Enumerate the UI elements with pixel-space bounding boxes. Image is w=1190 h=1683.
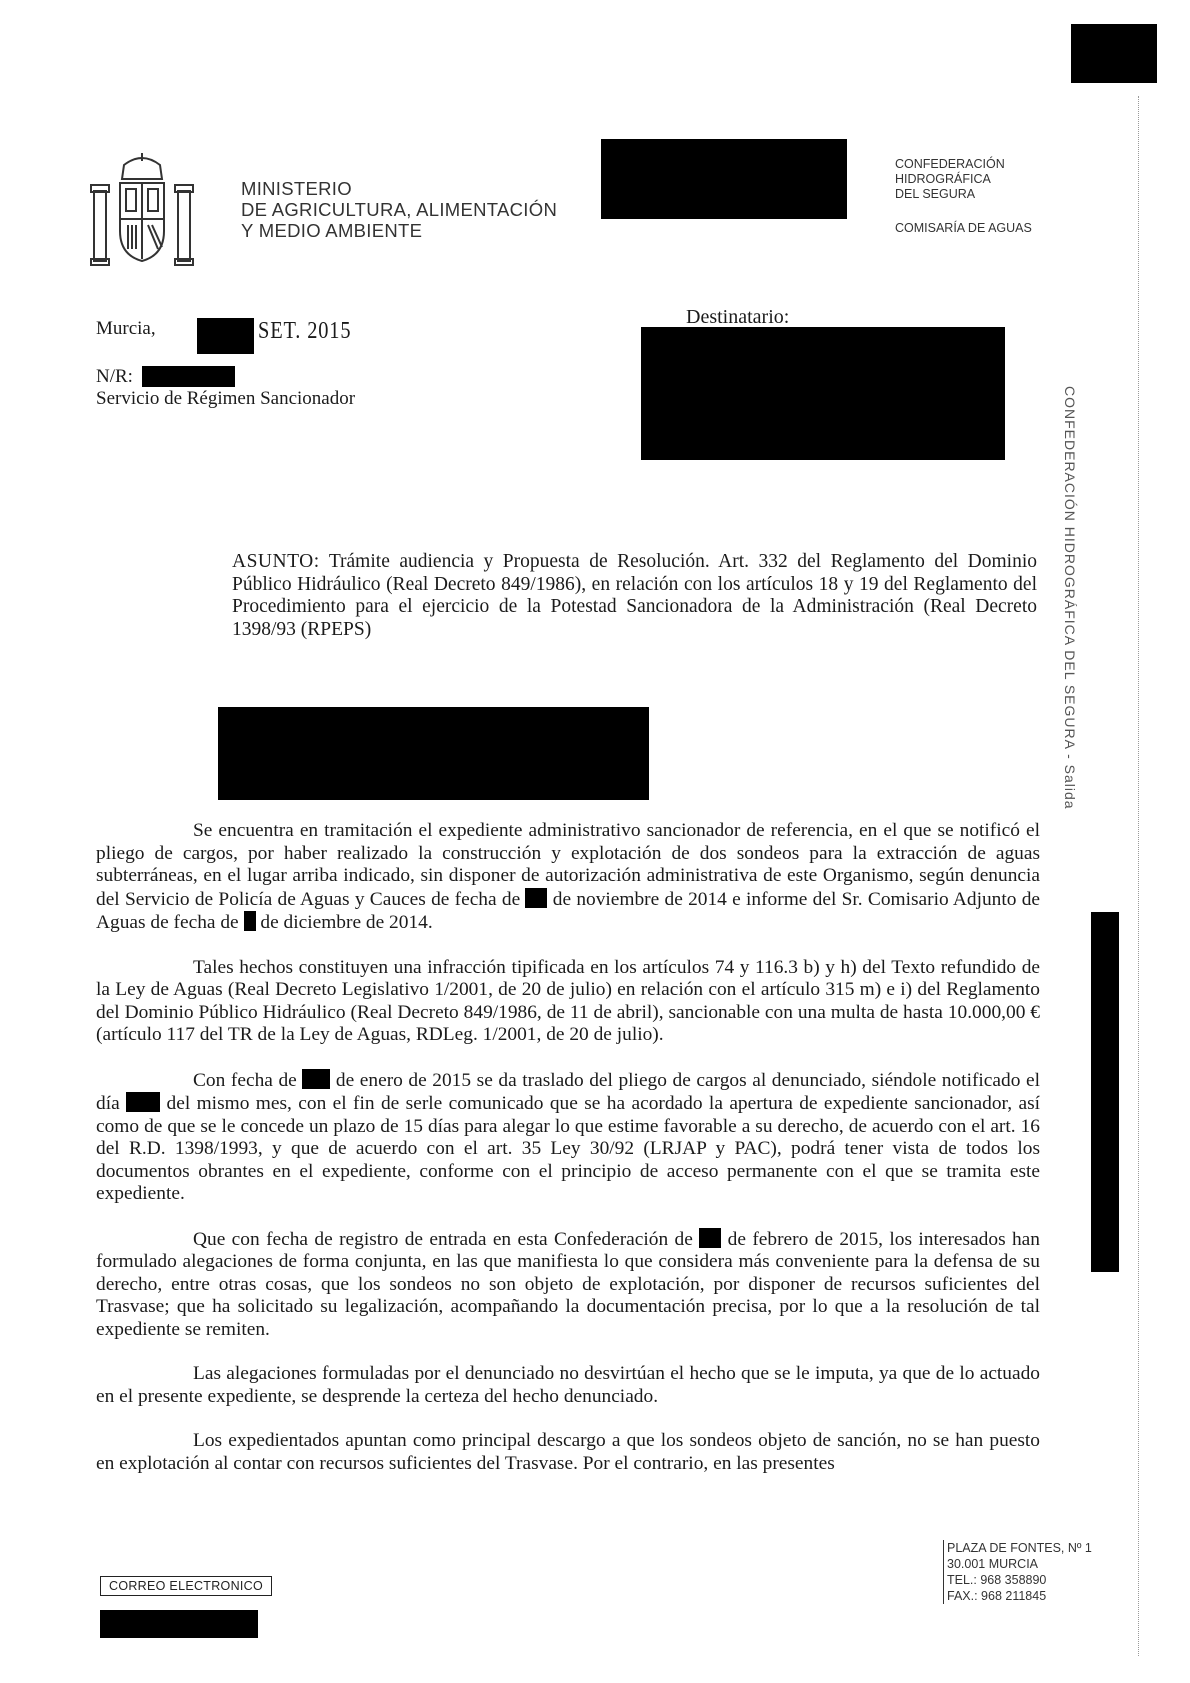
document-body <box>96 820 1040 1497</box>
paragraph-5: Las alegaciones formuladas por el denunciado no desvirtúan el hecho que se le imputa, ya que de lo actuado en el presente expediente, se desprende la certeza del hecho denunciado. <box>96 1363 1040 1407</box>
paragraph-4: Que con fecha de registro de entrada en esta Confederación de de febrero de 2015, los interesados han formulado alegaciones de forma conjunta, en las que manifiesta lo que considera más conveniente para la defensa de su derecho, entre otras cosas, que los sondeos no son objeto de explotación, por disponer de recursos suficientes del Trasvase; que ha solicitado su legalización, acompañando la documentación precisa, por lo que a la resolución de tal expediente se remiten. <box>96 1228 1040 1340</box>
reference-label: N/R: <box>96 366 133 387</box>
service-name: Servicio de Régimen Sancionador <box>96 388 356 409</box>
subject-text: Trámite audiencia y Propuesta de Resolución. Art. 332 del Reglamento del Dominio Público Hidráulico (Real Decreto 849/1986), en relación con los artículos 18 y 19 del Reglamento del Procedimiento para el ejercicio de la Potestad Sancionadora de la Administración (Real Decreto 1398/93 (RPEPS) <box>232 551 1037 640</box>
redaction-reference <box>142 366 235 387</box>
redaction-header-center <box>601 139 847 219</box>
redaction-recipient <box>641 327 1005 460</box>
redaction-inline <box>126 1092 160 1112</box>
paragraph-2: Tales hechos constituyen una infracción tipificada en los artículos 74 y 116.3 b) y h) del Texto refundido de la Ley de Aguas (Real Decreto Legislativo 1/2001, de 20 de julio) en relación con el artículo 315 m) e i) del Reglamento del Dominio Público Hidráulico (Real Decreto 849/1986, de 11 de abril), sancionable con una multa de hasta 10.000,00 € (artículo 117 del TR de la Ley de Aguas, RDLeg. 1/2001, de 20 de julio). <box>96 956 1040 1045</box>
date-stamp: SET. 2015 <box>258 318 352 344</box>
recipient-label: Destinatario: <box>686 306 790 328</box>
vertical-stamp-text: CONFEDERACIÓN HIDROGRÁFICA DEL SEGURA - Salida <box>1062 386 1078 810</box>
subject-block <box>232 551 1037 641</box>
organization-name: CONFEDERACIÓN HIDROGRÁFICA DEL SEGURA <box>895 157 1005 201</box>
redaction-side-stamp <box>1091 912 1119 1272</box>
redaction-date-day <box>197 318 254 354</box>
spanish-coat-of-arms-icon <box>88 153 196 270</box>
margin-divider <box>1138 96 1140 1656</box>
paragraph-1: Se encuentra en tramitación el expediente administrativo sancionador de referencia, en el que se notificó el pliego de cargos, por haber realizado la construcción y explotación de dos sondeos para la extracción de aguas subterráneas, en el lugar arriba indicado, sin disponer de autorización administrativa de este Organismo, según denuncia del Servicio de Policía de Aguas y Cauces de fecha de de noviembre de 2014 e informe del Sr. Comisario Adjunto de Aguas de fecha de de diciembre de 2014. <box>96 820 1041 933</box>
ministry-name: MINISTERIO DE AGRICULTURA, ALIMENTACIÓN Y MEDIO AMBIENTE <box>241 178 558 241</box>
subject-label: ASUNTO: <box>232 551 320 572</box>
redaction-inline <box>525 888 547 908</box>
place-label: Murcia, <box>96 318 156 339</box>
redaction-email <box>100 1610 258 1638</box>
redaction-inline <box>699 1228 721 1248</box>
paragraph-6: Los expedientados apuntan como principal descargo a que los sondeos objeto de sanción, no se han puesto en explotación al contar con recursos suficientes del Trasvase. Por el contrario, en las presentes <box>96 1430 1040 1474</box>
redaction-inline <box>244 911 256 931</box>
email-label: CORREO ELECTRONICO <box>100 1576 272 1596</box>
paragraph-3: Con fecha de de enero de 2015 se da traslado del pliego de cargos al denunciado, siéndole notificado el día del mismo mes, con el fin de serle comunicado que se ha acordado la apertura de expediente sancionador, así como de que se le concede un plazo de 15 días para alegar lo que estime favorable a su derecho, de acuerdo con el art. 16 del R.D. 1398/1993, y que de acuerdo con el art. 35 Ley 30/92 (LRJAP y PAC), podrá tener vista de todos los documentos obrantes en el expediente, conforme con el principio de acceso permanente con el que se tramita este expediente. <box>96 1069 1040 1204</box>
footer-address: PLAZA DE FONTES, Nº 1 30.001 MURCIA TEL.: 968 358890 FAX.: 968 211845 <box>943 1540 1092 1604</box>
redaction-location <box>218 707 649 800</box>
redaction-inline <box>302 1069 330 1089</box>
organization-department: COMISARÍA DE AGUAS <box>895 221 1032 235</box>
redaction-top-right <box>1071 24 1157 83</box>
